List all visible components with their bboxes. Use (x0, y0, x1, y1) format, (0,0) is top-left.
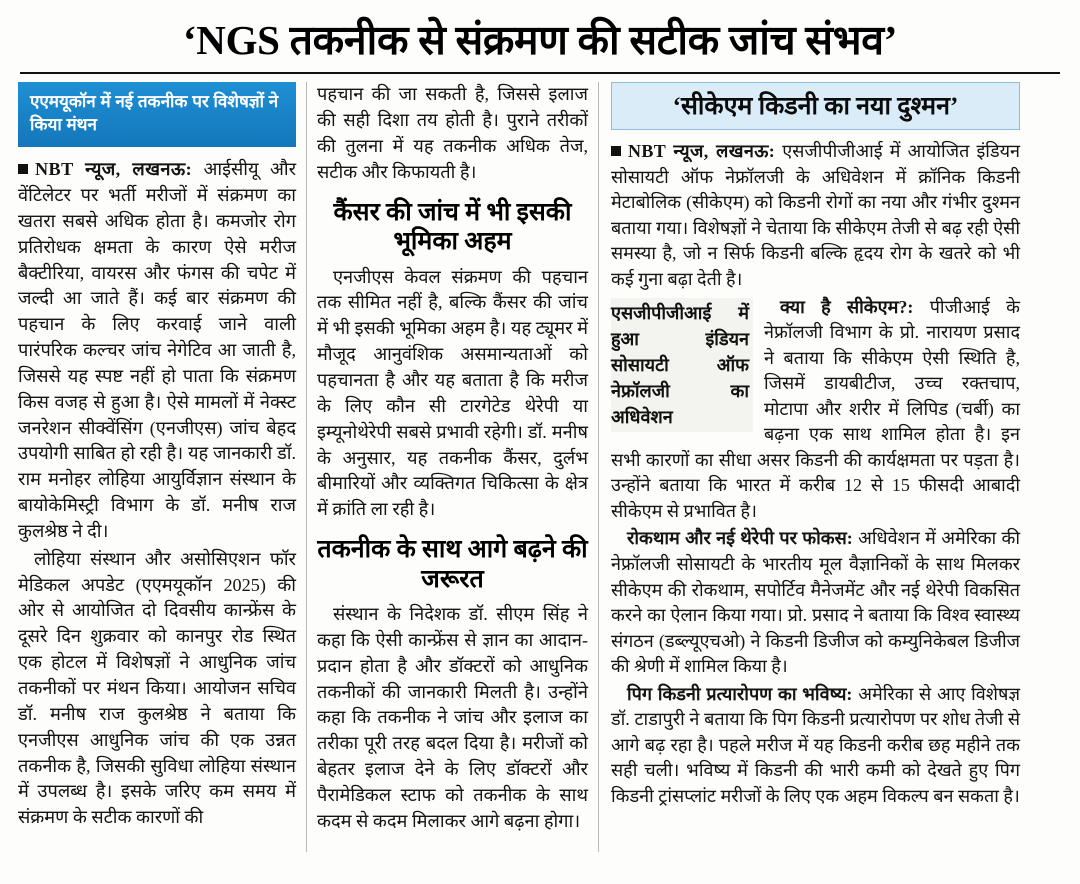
paragraph (611, 139, 1020, 292)
right-body (611, 139, 1020, 809)
column-middle (306, 82, 598, 852)
kicker-box: एएमयूकॉन में नई तकनीक पर विशेषज्ञों ने किया मंथन (18, 82, 296, 147)
bullet-square-icon (611, 146, 621, 156)
paragraph (611, 682, 1020, 810)
paragraph: लोहिया संस्थान और असोसिएशन फॉर मेडिकल अपडेट (एएमयूकॉन 2025) की ओर से आयोजित दो दिवसीय कान्फ्रेंस के दूसरे दिन शुक्रवार को कानपुर रोड स्थित एक होटल में विशेषज्ञों ने आधुनिक जांच तकनीकों पर मंथन किया। आयोजन सचिव डॉ. मनीष राज कुलश्रेष्ठ ने बताया कि एनजीएस आधुनिक जांच की एक उन्नत तकनीक है, जिसकी सुविधा लोहिया संस्थान में उपलब्ध है। इसके जरिए कम समय में संक्रमण के सटीक कारणों की (18, 548, 296, 828)
dateline: NBT न्यूज, लखनऊ: (35, 159, 193, 180)
middle-body-3 (317, 602, 588, 835)
column-left (18, 82, 306, 852)
pullquote: एसजीपीजीआई में हुआ इंडियन सोसायटी ऑफ नेफ्रॉलजी का अधिवेशन (611, 298, 753, 432)
dateline: NBT न्यूज, लखनऊ: (628, 141, 776, 162)
paragraph-text: एसजीपीजीआई में आयोजित इंडियन सोसायटी ऑफ नेफ्रॉलजी के अधिवेशन में क्रॉनिक किडनी मेटाबोलिक (सीकेएम) को किडनी रोगों का नया और गंभीर दुश्मन बताया गया। विशेषज्ञों ने चेताया कि सीकेएम तेजी से बढ़ रही ऐसी समस्या है, जो न सिर्फ किडनी बल्कि हृदय रोग के खतरे को भी कई गुना बढ़ा देती है। (611, 141, 1021, 289)
paragraph: संस्थान के निदेशक डॉ. सीएम सिंह ने कहा कि ऐसी कान्फ्रेंस से ज्ञान का आदान-प्रदान होता है और डॉक्टरों को आधुनिक तकनीकों की जानकारी मिलती है। उन्होंने कहा कि तकनीक ने जांच और इलाज का तरीका पूरी तरह बदल दिया है। मरीजों को बेहतर इलाज देने के लिए डॉक्टरों और पैरामेडिकल स्टाफ को तकनीक के साथ कदम से कदम मिलाकर आगे बढ़ना होगा। (317, 604, 588, 831)
paragraph (611, 526, 1020, 679)
bullet-square-icon (18, 164, 28, 174)
subheading-cancer: कैंसर की जांच में भी इसकी भूमिका अहम (333, 198, 572, 256)
run-in-head-pig-kidney: पिग किडनी प्रत्यारोपण का भविष्य: (627, 683, 853, 704)
column-right (598, 82, 1020, 852)
paragraph-text: पीजीआई के नेफ्रॉलजी विभाग के प्रो. नारायण प्रसाद ने बताया कि सीकेएम ऐसी स्थिति है, जिसमें डायबीटीज, उच्च रक्तचाप, मोटापा और शरीर में लिपिड (चर्बी) का बढ़ना एक साथ शामिल होता है। इन सभी कारणों का सीधा असर किडनी की कार्यक्षमता पर पड़ता है। उन्होंने बताया कि भारत में करीब 12 से 15 फीसदी आबादी सीकेएम से प्रभावित है। (611, 296, 1020, 521)
paragraph-text: आईसीयू और वेंटिलेटर पर भर्ती मरीजों में संक्रमण का खतरा सबसे अधिक होता है। कमजोर रोग प्रतिरोधक क्षमता के कारण ऐसे मरीज बैक्टीरिया, वायरस और फंगस की चपेट में जल्दी आ जाते हैं। कई बार संक्रमण की पहचान के लिए करवाई जाने वाली पारंपरिक कल्चर जांच नेगेटिव आ जाती है, जिससे यह स्पष्ट नहीं हो पाता कि संक्रमण किस वजह से हुआ है। ऐसे मामलों में नेक्स्ट जनरेशन सीक्वेंसिंग (एनजीएस) जांच बेहद उपयोगी साबित हो रही है। यह जानकारी डॉ. राम मनोहर लोहिया आयुर्विज्ञान संस्थान के बायोकेमिस्ट्री विभाग के डॉ. मनीष राज कुलश्रेष्ठ ने दी। (18, 159, 297, 541)
paragraph (18, 157, 296, 545)
run-in-head-prevention: रोकथाम और नई थेरेपी पर फोकस: (627, 528, 853, 549)
page-title: ‘NGS तकनीक से संक्रमण की सटीक जांच संभव’ (182, 17, 898, 63)
header-divider (20, 72, 1060, 74)
article-columns (18, 82, 1062, 852)
sidebar-article-title: ‘सीकेएम किडनी का नया दुश्मन’ (611, 82, 1020, 130)
paragraph: पहचान की जा सकती है, जिससे इलाज की सही दिशा तय होती है। पुराने तरीकों की तुलना में यह तकनीक अधिक तेज, सटीक और किफायती है। (317, 84, 588, 182)
paragraph: एनजीएस केवल संक्रमण की पहचान तक सीमित नहीं है, बल्कि कैंसर की जांच में भी इसकी भूमिका अहम है। यह ट्यूमर में मौजूद आनुवंशिक असमान्यताओं को पहचानता है और यह बताता है कि मरीज के लिए कौन सी टारगेटेड थेरेपी या इम्यूनोथेरेपी सबसे प्रभावी रहेगी। डॉ. मनीष के अनुसार, यह तकनीक कैंसर, दुर्लभ बीमारियों और व्यक्तिगत चिकित्सा के क्षेत्र में क्रांति ला रही है। (317, 266, 588, 520)
subheading-technology: तकनीक के साथ आगे बढ़ने की जरूरत (317, 536, 588, 593)
run-in-head-ckm: क्या है सीकेएम?: (780, 296, 914, 317)
left-body (18, 157, 296, 831)
middle-body-2 (317, 265, 588, 523)
paragraph-text: अमेरिका से आए विशेषज्ञ डॉ. टाडापुरी ने बताया कि पिग किडनी प्रत्यारोपण पर शोध तेजी से आगे बढ़ रहा है। पहले मरीज में यह किडनी करीब छह महीने तक सही चली। भविष्य में किडनी की भारी कमी को देखते हुए पिग किडनी ट्रांसप्लांट मरीजों के लिए एक अहम विकल्प बन सकता है। (611, 683, 1020, 806)
paragraph-text: अधिवेशन में अमेरिका की नेफ्रॉलजी सोसायटी के भारतीय मूल वैज्ञानिकों के साथ मिलकर सीकेएम की रोकथाम, सपोर्टिव मैनेजमेंट और नई थेरेपी विकसित करने का ऐलान किया गया। प्रो. प्रसाद ने बताया कि विश्व स्वास्थ्य संगठन (डब्ल्यूएचओ) ने किडनी डिजीज को कम्युनिकेबल डिजीज की श्रेणी में शामिल किया है। (611, 528, 1021, 677)
middle-body (317, 82, 588, 185)
